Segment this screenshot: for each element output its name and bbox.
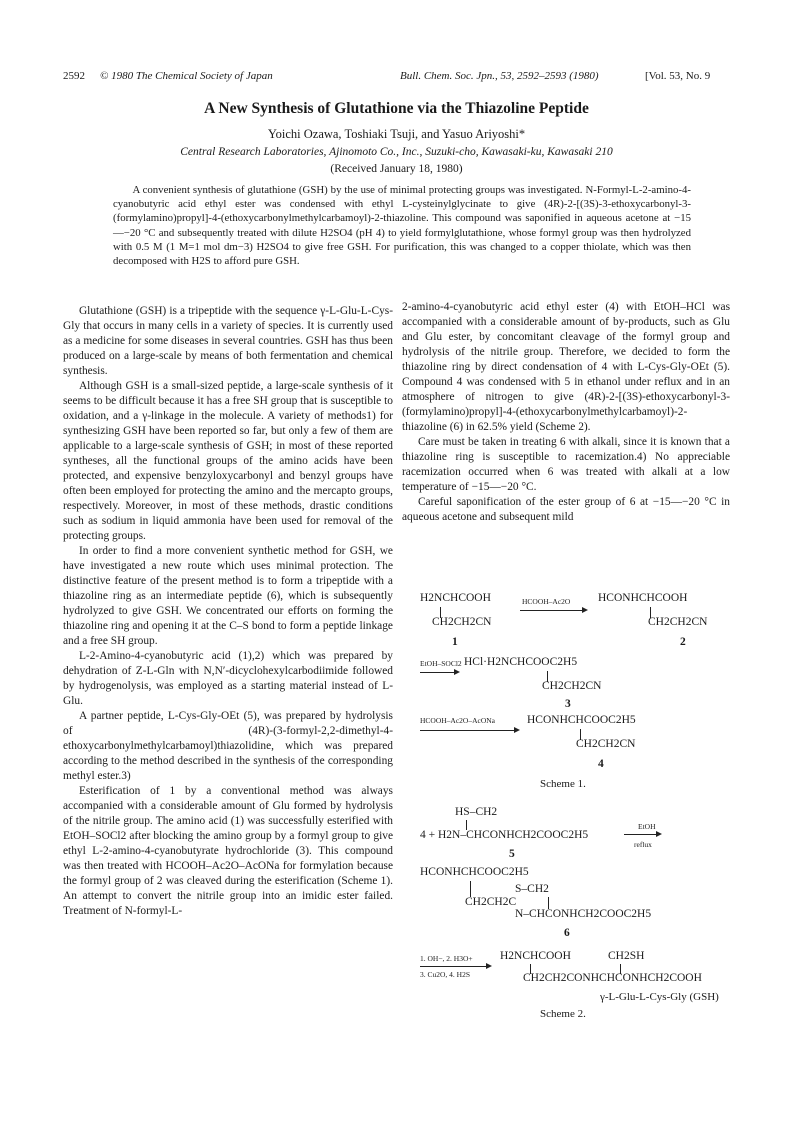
reagent-esterification: EtOH–SOCl2 (420, 659, 462, 668)
gsh-thiol-part: CH2SH (608, 950, 645, 962)
abstract: A convenient synthesis of glutathione (GSH) by the use of minimal protecting groups was investigated. N-Formyl-L-2-amino-4-cyanobutyric acid ethyl ester was condensed with ethyl L-cysteinylglycinate to give (4R)-2-[(3S)-3-ethoxycarbonyl-3-(formylamino)propyl]-4-(ethoxycarbonylmethylcarbamoyl)-2-thiazoline. This compound was saponified in aqueous acetone at −15—−20 °C and subsequently treated with dilute H2SO4 (pH 4) to yield formylglutathione, whose formyl group was then hydrolyzed with 0.5 M (1 M=1 mol dm−3) H2SO4 to give free GSH. For purification, this was changed to a copper thiolate, which was then decomposed with H2S to afford pure GSH. (113, 184, 691, 268)
reaction-arrow (420, 730, 518, 731)
reagent-formylation: HCOOH–Ac2O (522, 597, 571, 606)
reagent-reformylation: HCOOH–Ac2O–AcONa (420, 716, 495, 725)
reaction-arrow (520, 610, 586, 611)
compound-2-top: HCONHCHCOOH (598, 592, 688, 604)
compound-5-thiol: HS–CH2 (455, 806, 498, 818)
gsh-amino-acid-part: H2NCHCOOH (500, 950, 571, 962)
compound-1-chain: CH2CH2CN (432, 616, 492, 628)
received-date: (Received January 18, 1980) (330, 163, 463, 175)
reagent-copper-steps: 3. Cu2O, 4. H2S (420, 970, 471, 979)
compound-3-chain: CH2CH2CN (542, 680, 602, 692)
reagent-reflux: reflux (634, 840, 652, 849)
scheme-1-caption: Scheme 1. (540, 778, 586, 790)
compound-6-ring-nitrogen: N–CHCONHCH2COOC2H5 (515, 908, 652, 920)
compound-3-label: 3 (565, 698, 571, 710)
compound-2-label: 2 (680, 636, 686, 648)
volume-info: [Vol. 53, No. 9 (645, 70, 711, 82)
compound-4-top: HCONHCHCOOC2H5 (527, 714, 636, 726)
paragraph: Careful saponification of the ester group of 6 at −15—−20 °C in aqueous acetone and subsequent mild (402, 496, 730, 523)
journal-reference: Bull. Chem. Soc. Jpn., 53, 2592–2593 (1980) (400, 70, 599, 82)
compound-6-label: 6 (564, 927, 570, 939)
reagent-hydrolysis-steps: 1. OH−, 2. H3O+ (420, 954, 473, 963)
compound-4-label: 4 (598, 758, 604, 770)
paragraph: Esterification of 1 by a conventional method was always accompanied with a considerable amount of Glu formed by hydrolysis of the nitrile group. The amino acid (1) was successfully esterified with EtOH–SOCl2 after blocking the amino group by a formyl group to give ethyl L-2-amino-4-cyanobutyrate hydrochloride (3). This compound was then treated with HCOOH–Ac2O–AcONa for formylation because the formyl group of 2 was cleaved during the esterification (Scheme 1). An attempt to convert the nitrile group into an imidic ester failed. Treatment of N-formyl-L- (63, 785, 393, 917)
paragraph: Glutathione (GSH) is a tripeptide with the sequence γ-L-Glu-L-Cys-Gly that occurs in many cells in a variety of species. It is currently used as a medicine for some diseases in several countries. GSH has thus been produced on a large-scale by means of both fermentation and chemical synthesis. (63, 305, 393, 377)
authors: Yoichi Ozawa, Toshiaki Tsuji, and Yasuo Ariyoshi* (267, 127, 526, 141)
page-number: 2592 (63, 70, 85, 82)
gsh-backbone: CH2CH2CONHCHCONHCH2COOH (523, 972, 702, 984)
paragraph: Although GSH is a small-sized peptide, a large-scale synthesis of it seems to be difficult because it has a free SH group that is susceptible to oxidation, and a γ-linkage in the molecule. A variety of methods1) for synthesizing GSH have been reported so far, but only a few of them are applicable to a large-scale synthesis of GSH; in most of these reported syntheses, all the functional groups of the amino acids have been protected, and expensive benzyloxycarbonyl and benzyl groups have often been employed for protecting the amino and the mercapto groups, respectively. Moreover, in most of these methods, drastic conditions such as sodium in liquid ammonia have been used for removal of the protecting groups. (63, 380, 393, 542)
compound-1-top: H2NCHCOOH (420, 592, 491, 604)
reaction-arrow (420, 672, 458, 673)
paragraph: Care must be taken in treating 6 with alkali, since it is known that a thiazoline ring is susceptible to racemization.4) No appreciable racemization occurred when 6 was treated with alkali at a low temperature of −15—−20 °C. (402, 436, 730, 493)
compound-6-chain: CH2CH2C (465, 896, 517, 908)
compound-2-chain: CH2CH2CN (648, 616, 708, 628)
compound-5-label: 5 (509, 848, 515, 860)
paragraph: L-2-Amino-4-cyanobutyric acid (1),2) which was prepared by dehydration of Z-L-Gln with N,N′-dicyclohexylcarbodiimide followed by hydrogenolysis, was employed as a starting material instead of L-Glu. (63, 650, 393, 707)
copyright: © 1980 The Chemical Society of Japan (100, 70, 273, 82)
compound-6-ring-sulfur: S–CH2 (515, 883, 549, 895)
reaction-arrow (624, 834, 660, 835)
paragraph: 2-amino-4-cyanobutyric acid ethyl ester (4) with EtOH–HCl was accompanied with a considerable amount of by-products, such as Glu and Glu ester, by concomitant cleavage of the formyl group and hydrolysis of the nitrile group. Therefore, we decided to form the thiazoline ring by direct condensation of 4 with L-Cys-Gly-OEt (5). Compound 4 was condensed with 5 in ethanol under reflux and in an atmosphere of nitrogen to give (4R)-2-[(3S)-ethoxycarbonyl-3-(formylamino)propyl]-4-(ethoxycarbonylmethylcarbamoyl)-2-thiazoline (6) in 62.5% yield (Scheme 2). (402, 301, 730, 433)
reaction-arrow (420, 966, 490, 967)
reagent-ethanol: EtOH (638, 822, 656, 831)
compound-6-top: HCONHCHCOOC2H5 (420, 866, 529, 878)
paragraph: A partner peptide, L-Cys-Gly-OEt (5), was prepared by hydrolysis of (4R)-(3-formyl-2,2-dimethyl-4-ethoxycarbonylmethylcarbamoyl)thiazolidine, which was prepared according to the method described in the synthesis of the corresponding methyl ester.3) (63, 710, 393, 782)
gsh-name: γ-L-Glu-L-Cys-Gly (GSH) (600, 991, 719, 1003)
compound-4-chain: CH2CH2CN (576, 738, 636, 750)
left-column (63, 304, 393, 919)
scheme-2-caption: Scheme 2. (540, 1008, 586, 1020)
compound-3-top: HCl·H2NCHCOOC2H5 (464, 656, 578, 668)
affiliation: Central Research Laboratories, Ajinomoto Co., Inc., Suzuki-cho, Kawasaki-ku, Kawasaki 210 (180, 146, 613, 158)
compound-5-main: 4 + H2N–CHCONHCH2COOC2H5 (420, 829, 589, 841)
right-column (402, 300, 730, 525)
paragraph: In order to find a more convenient synthetic method for GSH, we have investigated a new route which uses minimal protection. The distinctive feature of the present method is to form a tripeptide with a thiazoline ring as an intermediate peptide (6), which is subsequently hydrolyzed to give GSH. We concentrated our efforts on forming the thiazoline ring and opening it at the C–S bond to form a peptide linkage and a free SH group. (63, 545, 393, 647)
article-title: A New Synthesis of Glutathione via the Thiazoline Peptide (204, 100, 589, 117)
compound-1-label: 1 (452, 636, 458, 648)
